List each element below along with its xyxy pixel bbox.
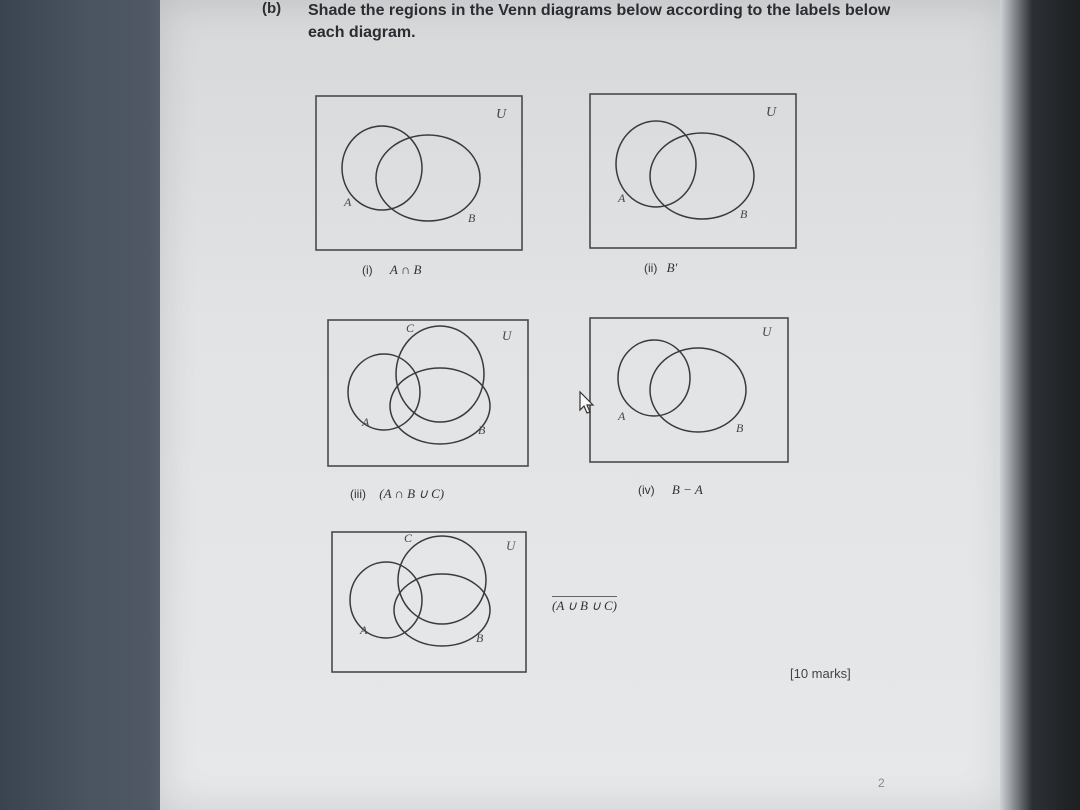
universe-label: U xyxy=(502,328,512,343)
set-c-label: C xyxy=(404,531,413,545)
label-i xyxy=(362,262,421,278)
set-a-label: A xyxy=(618,409,626,423)
label-ii xyxy=(644,260,677,276)
set-b-label: B xyxy=(736,421,744,435)
set-a-label: A xyxy=(618,191,626,205)
set-expression: (A ∪ B ∪ C) xyxy=(552,598,618,613)
marks-label: [10 marks] xyxy=(790,666,851,681)
roman-numeral: (iii) xyxy=(350,487,366,501)
universe-label: U xyxy=(496,107,507,122)
universe-label: U xyxy=(766,105,777,120)
monitor-bezel xyxy=(1000,0,1080,810)
venn-diagram-i xyxy=(310,94,526,254)
set-c-label: C xyxy=(406,321,415,335)
universe-label: U xyxy=(762,324,772,339)
set-b-label: B xyxy=(476,631,484,645)
venn-diagram-v xyxy=(330,530,530,676)
roman-numeral: (iv) xyxy=(638,483,655,497)
venn-diagram-ii xyxy=(588,92,800,252)
set-expression: B − A xyxy=(671,482,703,497)
label-iii xyxy=(350,486,444,502)
set-b-label: B xyxy=(478,423,486,437)
set-b-label: B xyxy=(740,207,748,221)
set-a-label: A xyxy=(362,415,370,429)
roman-numeral: (ii) xyxy=(644,261,658,275)
set-expression: (A ∩ B ∪ C) xyxy=(379,486,445,501)
question-text: Shade the regions in the Venn diagrams below according to the labels below each diagram. xyxy=(308,2,891,41)
page-number: 2 xyxy=(878,776,885,790)
roman-numeral: (i) xyxy=(362,263,373,277)
set-expression: A ∩ B xyxy=(389,262,422,277)
question-number: (b) xyxy=(262,0,282,17)
set-b-label: B xyxy=(468,211,476,225)
venn-diagram-iii xyxy=(326,318,532,470)
venn-diagram-iv xyxy=(588,316,792,466)
set-a-label: A xyxy=(344,195,352,209)
universe-label: U xyxy=(506,538,516,553)
label-v xyxy=(552,596,617,614)
set-expression: B' xyxy=(666,260,678,275)
mouse-cursor-icon xyxy=(578,390,596,421)
label-iv xyxy=(638,482,703,498)
set-a-label: A xyxy=(360,623,368,637)
